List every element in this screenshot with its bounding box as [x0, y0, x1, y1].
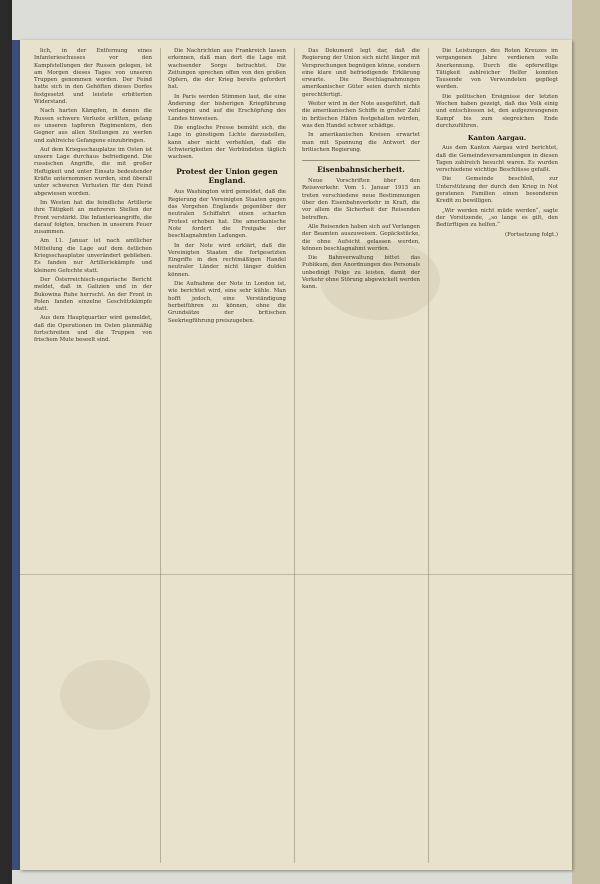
- column-4-paragraph: Aus dem Kanton Aargau wird berichtet, daß die Gemeindeversammlungen in diesen Tagen zahlreich besucht waren. Es wurden verschiedene wichtige Beschlüsse gefaßt.: [436, 145, 558, 174]
- column-1-paragraph: Nach harten Kämpfen, in denen die Russen schwere Verluste erlitten, gelang es unseren tapferen Regimentern, den Gegner aus allen Stellungen zu werfen und zahlreiche Gefangene einzubringen.: [34, 108, 152, 144]
- column-4-paragraph: Die Leistungen des Roten Kreuzes im vergangenen Jahre verdienen volle Anerkennung. Durch die opferwillige Tätigkeit zahlreicher Helfer konnten Tausende von Verwundeten gepflegt werden.: [436, 48, 558, 91]
- article-heading-railway: Eisenbahnsicherheit.: [302, 160, 420, 174]
- column-1-paragraph: lich, in der Entfernung eines Infanterieschusses vor den Kampfstellungen der Russen gelegen, ist am Morgen dieses Tages von unseren Truppen genommen worden. Der Feind hatte sich in den Gehöften dieses Dorfes festgesetzt und leistete erbitterten Widerstand.: [34, 48, 152, 106]
- article-heading-protest: Protest der Union gegen England.: [176, 167, 278, 186]
- column-1-paragraph: Aus dem Hauptquartier wird gemeldet, daß die Operationen im Osten planmäßig fortschreiten und die Truppen von frischem Mute beseelt sind.: [34, 315, 152, 344]
- column-4: [436, 48, 558, 863]
- article-heading-aargau: Kanton Aargau.: [467, 134, 527, 143]
- column-1: [34, 48, 152, 863]
- column-1-paragraph: Im Westen hat die feindliche Artillerie ihre Tätigkeit an mehreren Stellen der Front verstärkt. Die Infanterieangriffe, die darauf folgten, brachen in unserem Feuer zusammen.: [34, 199, 152, 236]
- column-rule: [428, 48, 429, 863]
- column-4-paragraph: „Wir werden nicht müde werden“, sagte der Vorsitzende, „so lange es gilt, den Bedürftigen zu helfen.“: [436, 207, 558, 229]
- column-2-paragraph: Aus Washington wird gemeldet, daß die Regierung der Vereinigten Staaten gegen das Vorgehen Englands gegenüber der neutralen Schiffahrt einen scharfen Protest erhoben hat. Die amerikanische Note fordert die Freigabe der beschlagnahmten Ladungen.: [168, 189, 286, 240]
- page-columns: [34, 48, 558, 863]
- column-2: [168, 48, 286, 863]
- column-1-paragraph: Auf dem Kriegsschauplatze im Osten ist unsere Lage durchaus befriedigend. Die russischen Angriffe, die mit großer Heftigkeit und unter Einsatz bedeutender Kräfte unternommen wurden, sind überall unter schweren Verlusten für den Feind abgewiesen worden.: [34, 146, 152, 197]
- column-3-paragraph: Weiter wird in der Note ausgeführt, daß die amerikanischen Schiffe in großer Zahl in britischen Häfen festgehalten würden, was den Handel schwer schädige.: [302, 101, 420, 129]
- column-rule: [160, 48, 161, 863]
- column-3-paragraph: Das Dokument legt dar, daß die Regierung der Union sich nicht länger mit Versprechungen begnügen könne, sondern eine klare und befriedigende Erklärung erwarte. Die Beschlagnahmungen amerikanischer Güter seien durch nichts gerechtfertigt.: [302, 48, 420, 98]
- scanner-dark-edge: [0, 0, 12, 884]
- continuation-note: (Fortsetzung folgt.): [504, 231, 558, 238]
- column-1-paragraph: Der Österreichisch-ungarische Bericht meldet, daß in Galizien und in der Bukowina Ruhe herrscht. An der Front in Polen fanden einzelne Geschützkämpfe statt.: [34, 276, 152, 313]
- newspaper-page: [20, 40, 572, 870]
- column-3: [302, 48, 420, 863]
- column-rule: [294, 48, 295, 863]
- column-2-paragraph: Die englische Presse bemüht sich, die Lage in günstigem Lichte darzustellen, kann aber nicht verhehlen, daß die Schwierigkeiten der Verbündeten täglich wachsen.: [168, 124, 286, 161]
- column-3-paragraph: Die Bahnverwaltung bittet das Publikum, den Anordnungen des Personals unbedingt Folge zu leisten, damit der Verkehr ohne Störung abgewickelt werden kann.: [302, 255, 420, 291]
- page-fold-line: [20, 574, 572, 575]
- column-4-paragraph: Die politischen Ereignisse der letzten Wochen haben gezeigt, daß das Volk einig und entschlossen ist, den aufgezwungenen Kampf bis zum siegreichen Ende durchzuführen.: [436, 93, 558, 129]
- column-1-paragraph: Am 11. Januar ist nach amtlicher Mitteilung die Lage auf dem östlichen Kriegsschauplatze unverändert geblieben. Es fanden nur Artilleriekämpfe und kleinere Gefechte statt.: [34, 238, 152, 274]
- book-binding: [12, 40, 20, 870]
- column-2-paragraph: In der Note wird erklärt, daß die Vereinigten Staaten die fortgesetzten Eingriffe in den rechtmäßigen Handel neutraler Länder nicht länger dulden können.: [168, 242, 286, 278]
- column-2-paragraph: Die Aufnahme der Note in London ist, wie berichtet wird, eine sehr kühle. Man hofft jedoch, eine Verständigung herbeiführen zu können, ohne die Grundsätze der britischen Seekriegführung preiszugeben.: [168, 281, 286, 324]
- column-3-paragraph: Alle Reisenden haben sich auf Verlangen der Beamten auszuweisen. Gepäckstücke, die ohne Aufsicht gelassen werden, können beschlagnahmt werden.: [302, 223, 420, 252]
- column-2-paragraph: Die Nachrichten aus Frankreich lassen erkennen, daß man dort die Lage mit wachsender Sorge betrachtet. Die Zeitungen sprechen offen von den großen Opfern, die der Krieg bereits gefordert hat.: [168, 48, 286, 91]
- column-4-paragraph: Die Gemeinde beschloß, zur Unterstützung der durch den Krieg in Not geratenen Familien einen besonderen Kredit zu bewilligen.: [436, 176, 558, 205]
- column-2-paragraph: In Paris werden Stimmen laut, die eine Änderung der bisherigen Kriegführung verlangen und auf die Erschöpfung des Landes hinweisen.: [168, 93, 286, 122]
- adjacent-page-edge: [572, 0, 600, 884]
- column-3-paragraph: In amerikanischen Kreisen erwartet man mit Spannung die Antwort der britischen Regierung.: [302, 132, 420, 153]
- column-3-paragraph: Neue Vorschriften über den Reiseverkehr. Vom 1. Januar 1915 an treten verschiedene neue Bestimmungen über den Eisenbahnverkehr in Kraft, die vor allem die Sicherheit der Reisenden betreffen.: [302, 178, 420, 221]
